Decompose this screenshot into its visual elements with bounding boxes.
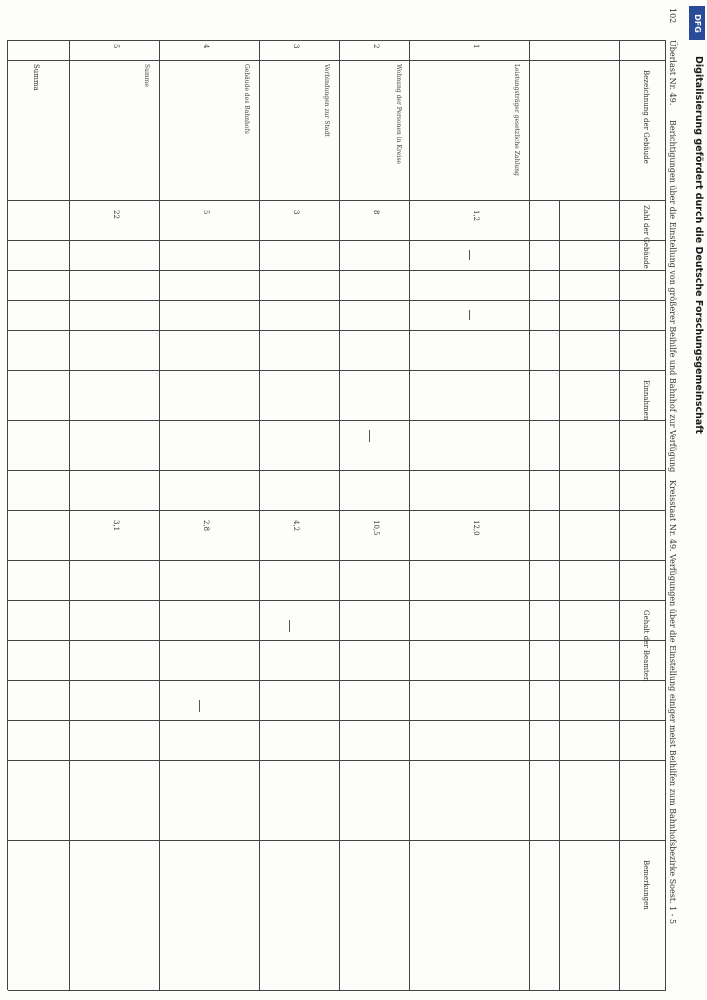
row-5-number: 5: [112, 44, 120, 49]
digitization-banner: [690, 6, 704, 1000]
row-3-value: 4,2: [292, 520, 300, 532]
row-2-value: 10,5: [372, 520, 380, 536]
footer-note: Summa: [32, 64, 40, 91]
row-3-text: Verbindungen zur Stadt: [323, 64, 330, 137]
row-1-count: 1,2: [472, 210, 480, 222]
header-title: Berichtigungen über die Einstellung von größerer Beihilfe und Bahnhof zur Verfügung: [668, 120, 677, 473]
col-header-remarks: Bemerkungen: [642, 860, 650, 910]
row-5-value: 3,1: [112, 520, 120, 532]
row-5-text: Summe: [143, 64, 150, 87]
page-number: 102: [668, 8, 677, 24]
row-4-number: 4: [202, 44, 210, 49]
row-2-count: 8: [372, 210, 380, 215]
row-5-count: 22: [112, 210, 120, 219]
row-1-number: 1: [472, 44, 480, 49]
col-header-count: Zahl der Gebäude: [642, 205, 650, 269]
row-2-number: 2: [372, 44, 380, 49]
row-1-text: Leistungsträger gesetzliche Zahlung: [513, 64, 520, 176]
col-header-salary: Gehalt der Beamten: [642, 610, 650, 682]
row-4-text: Gebäude des Bahnhofs: [243, 64, 250, 134]
dfg-logo: DFG: [689, 6, 705, 40]
col-header-income: Einnahmen: [642, 380, 650, 421]
left-title: Überlast Nr. 49.: [668, 40, 677, 106]
digitization-banner-text: Digitalisierung gefördert durch die Deutsche Forschungsgemeinschaft: [693, 56, 704, 434]
row-4-value: 2,8: [202, 520, 210, 532]
row-3-number: 3: [292, 44, 300, 49]
row-2-text: Wohnung der Personen in Kreise: [395, 64, 402, 164]
row-3-count: 3: [292, 210, 300, 215]
top-header: Kreisstaat Nr. 49. Verfügungen über die Einstellung einiger meist Beihilfen zum Bahnhofsbezirke Soest. 1 - 5: [668, 480, 677, 925]
col-header-buildings: Bezeichnung der Gebäude: [642, 70, 650, 164]
row-1-value: 12,0: [472, 520, 480, 536]
row-4-count: 5: [202, 210, 210, 215]
